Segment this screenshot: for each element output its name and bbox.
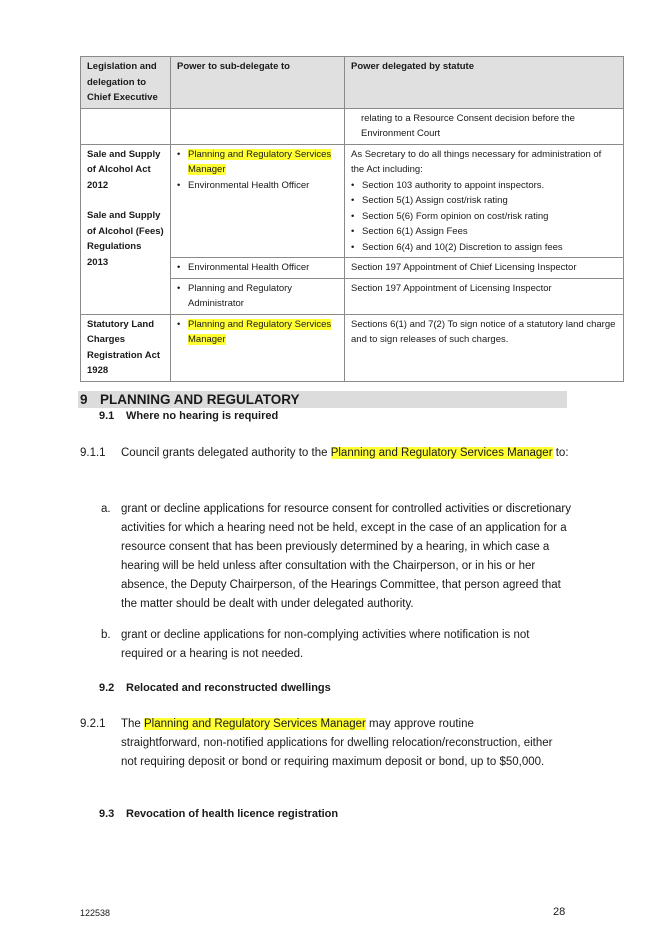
land-power: Sections 6(1) and 7(2) To sign notice of a statutory land charge and to sign releases of such charges. [345,314,624,381]
item-label: b. [101,629,111,641]
highlighted-delegate: Planning and Regulatory Services Manager [188,148,332,175]
list-item: • Section 6(4) and 10(2) Discretion to assign fees [351,240,617,256]
power-intro: As Secretary to do all things necessary for administration of the Act including: [351,148,602,175]
alcohol-regulations: Sale and Supply of Alcohol (Fees) Regulations 2013 [87,210,164,268]
alcohol-power-cell [345,144,624,258]
subsection-title: Revocation of health licence registration [126,808,339,820]
table-row [81,314,624,381]
power-text: Section 197 Appointment of Licensing Inspector [345,278,624,314]
paragraph-921: The Planning and Regulatory Services Manager may approve routine straightforward, non-notified applications for dwelling relocation/reconstruction, either not requiring deposit or bond or requiring maximum deposit or bond, up to $50,000. [121,718,553,768]
subsection-title: Relocated and reconstructed dwellings [126,682,331,694]
subsection-heading [99,410,278,422]
document-id: 122538 [80,908,111,918]
table-header-row [81,57,624,109]
list-item: • Section 5(1) Assign cost/risk rating [351,193,617,209]
alcohol-delegates-cell [171,144,345,258]
header-sub-delegate: Power to sub-delegate to [171,57,345,109]
alcohol-act: Sale and Supply of Alcohol Act 2012 [87,148,161,191]
item-label: a. [101,503,111,515]
subsection-heading [99,682,331,694]
header-power: Power delegated by statute [345,57,624,109]
alcohol-legislation-cell [81,144,171,314]
section-number: 9 [80,392,88,407]
highlighted-role: Planning and Regulatory Services Manager [144,718,366,730]
list-item: • Section 5(6) Form opinion on cost/risk rating [351,209,617,225]
section-heading [78,391,567,408]
delegation-table [80,56,624,382]
list-item: • Section 103 authority to appoint inspectors. [351,178,617,194]
subsection-heading [99,808,338,820]
paragraph-911: Council grants delegated authority to the Planning and Regulatory Services Manager to: [121,447,569,459]
land-legislation: Statutory Land Charges Registration Act 1928 [81,314,171,381]
list-item: • Environmental Health Officer [177,178,338,194]
subsection-number: 9.2 [99,682,115,694]
subsection-number: 9.3 [99,808,115,820]
list-item [177,317,338,348]
list-item: • Environmental Health Officer [177,260,338,276]
power-text: Section 197 Appointment of Chief Licensing Inspector [345,258,624,279]
list-item: • Planning and Regulatory Administrator [177,281,338,312]
table-row [81,144,624,258]
subsection-number: 9.1 [99,410,115,422]
paragraph-number: 9.1.1 [80,447,106,459]
list-item: • Section 6(1) Assign Fees [351,224,617,240]
item-a-text: grant or decline applications for resource consent for controlled activities or discretionary activities for which a hearing need not be held, except in the case of an application for a resource consent that has been previously determined by a hearing, in which case a hearing will be held unless after consultation with the Chairperson, or in his or her absence, the Deputy Chairperson, of the Hearings Committee, that person agreed that the matter should be dealt with under delegated authority. [121,503,571,610]
highlighted-delegate: Planning and Regulatory Services Manager [188,318,332,345]
cont-power-cell [345,108,624,144]
list-item [177,147,338,178]
cont-power-text: relating to a Resource Consent decision before the Environment Court [361,112,575,139]
subsection-title: Where no hearing is required [126,410,279,422]
page-number: 28 [553,906,566,918]
section-title: PLANNING AND REGULATORY [100,392,300,407]
table-row [81,108,624,144]
header-legislation: Legislation and delegation to Chief Executive [81,57,171,109]
paragraph-number: 9.2.1 [80,718,106,730]
highlighted-role: Planning and Regulatory Services Manager [330,447,553,459]
item-b-text: grant or decline applications for non-complying activities where notification is not required or a hearing is not needed. [121,629,530,660]
